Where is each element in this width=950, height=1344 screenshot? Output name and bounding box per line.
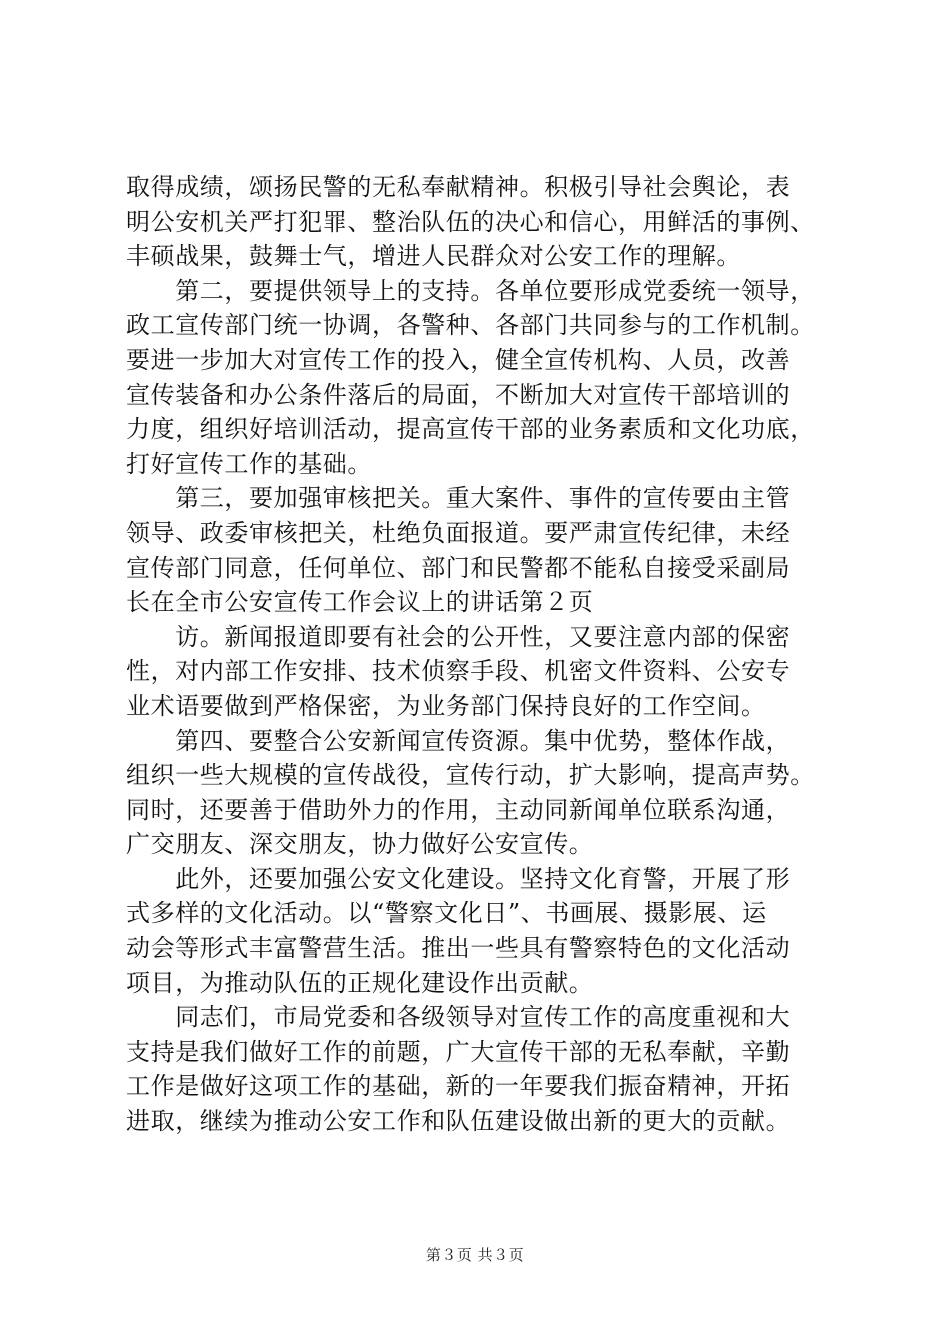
text-line: 进取，继续为推动公安工作和队伍建设做出新的更大的贡献。 [126, 1107, 791, 1136]
text-line: 广交朋友、深交朋友，协力做好公安宣传。 [126, 830, 594, 859]
text-line: 此外，还要加强公安文化建设。坚持文化育警，开展了形 [126, 864, 791, 893]
text-line: 性，对内部工作安排、技术侦察手段、机密文件资料、公安专 [126, 657, 791, 686]
text-line: 丰硕战果，鼓舞士气，增进人民群众对公安工作的理解。 [126, 242, 741, 271]
text-line: 访。新闻报道即要有社会的公开性，又要注意内部的保密 [126, 622, 791, 651]
text-line: 政工宣传部门统一协调，各警种、各部门共同参与的工作机制。 [126, 311, 815, 340]
page-footer: 第３页 共３页 [425, 1246, 525, 1264]
text-line: 支持是我们做好工作的前题，广大宣传干部的无私奉献，辛勤 [126, 1037, 791, 1066]
text-line: 同时，还要善于借助外力的作用，主动同新闻单位联系沟通， [126, 795, 791, 824]
text-line: 第三，要加强审核把关。重大案件、事件的宣传要由主管 [126, 484, 791, 513]
text-line: 组织一些大规模的宣传战役，宣传行动，扩大影响，提高声势。 [126, 761, 815, 790]
text-line: 业术语要做到严格保密，为业务部门保持良好的工作空间。 [126, 691, 766, 720]
text-line: 项目，为推动队伍的正规化建设作出贡献。 [126, 968, 594, 997]
text-line: 同志们，市局党委和各级领导对宣传工作的高度重视和大 [126, 1003, 791, 1032]
text-line: 第四、要整合公安新闻宣传资源。集中优势，整体作战， [126, 726, 791, 755]
text-line: 力度，组织好培训活动，提高宣传干部的业务素质和文化功底， [126, 415, 815, 444]
document-body [126, 170, 846, 1139]
text-line: 第二，要提供领导上的支持。各单位要形成党委统一领导， [126, 276, 815, 305]
text-line: 动会等形式丰富警营生活。推出一些具有警察特色的文化活动 [126, 934, 791, 963]
text-line: 宣传部门同意，任何单位、部门和民警都不能私自接受采副局 [126, 553, 791, 582]
text-line: 领导、政委审核把关，杜绝负面报道。要严肃宣传纪律，未经 [126, 518, 791, 547]
text-line: 明公安机关严打犯罪、整治队伍的决心和信心，用鲜活的事例、 [126, 207, 815, 236]
text-line: 工作是做好这项工作的基础，新的一年要我们振奋精神，开拓 [126, 1072, 791, 1101]
text-line: 长在全市公安宣传工作会议上的讲话第２页 [126, 588, 594, 617]
text-line: 要进一步加大对宣传工作的投入，健全宣传机构、人员，改善 [126, 345, 791, 374]
text-line: 取得成绩，颂扬民警的无私奉献精神。积极引导社会舆论，表 [126, 173, 791, 201]
text-line: 式多样的文化活动。以“警察文化日”、书画展、摄影展、运 [126, 899, 767, 928]
text-line: 打好宣传工作的基础。 [126, 449, 372, 478]
text-line: 宣传装备和办公条件落后的局面，不断加大对宣传干部培训的 [126, 380, 791, 409]
